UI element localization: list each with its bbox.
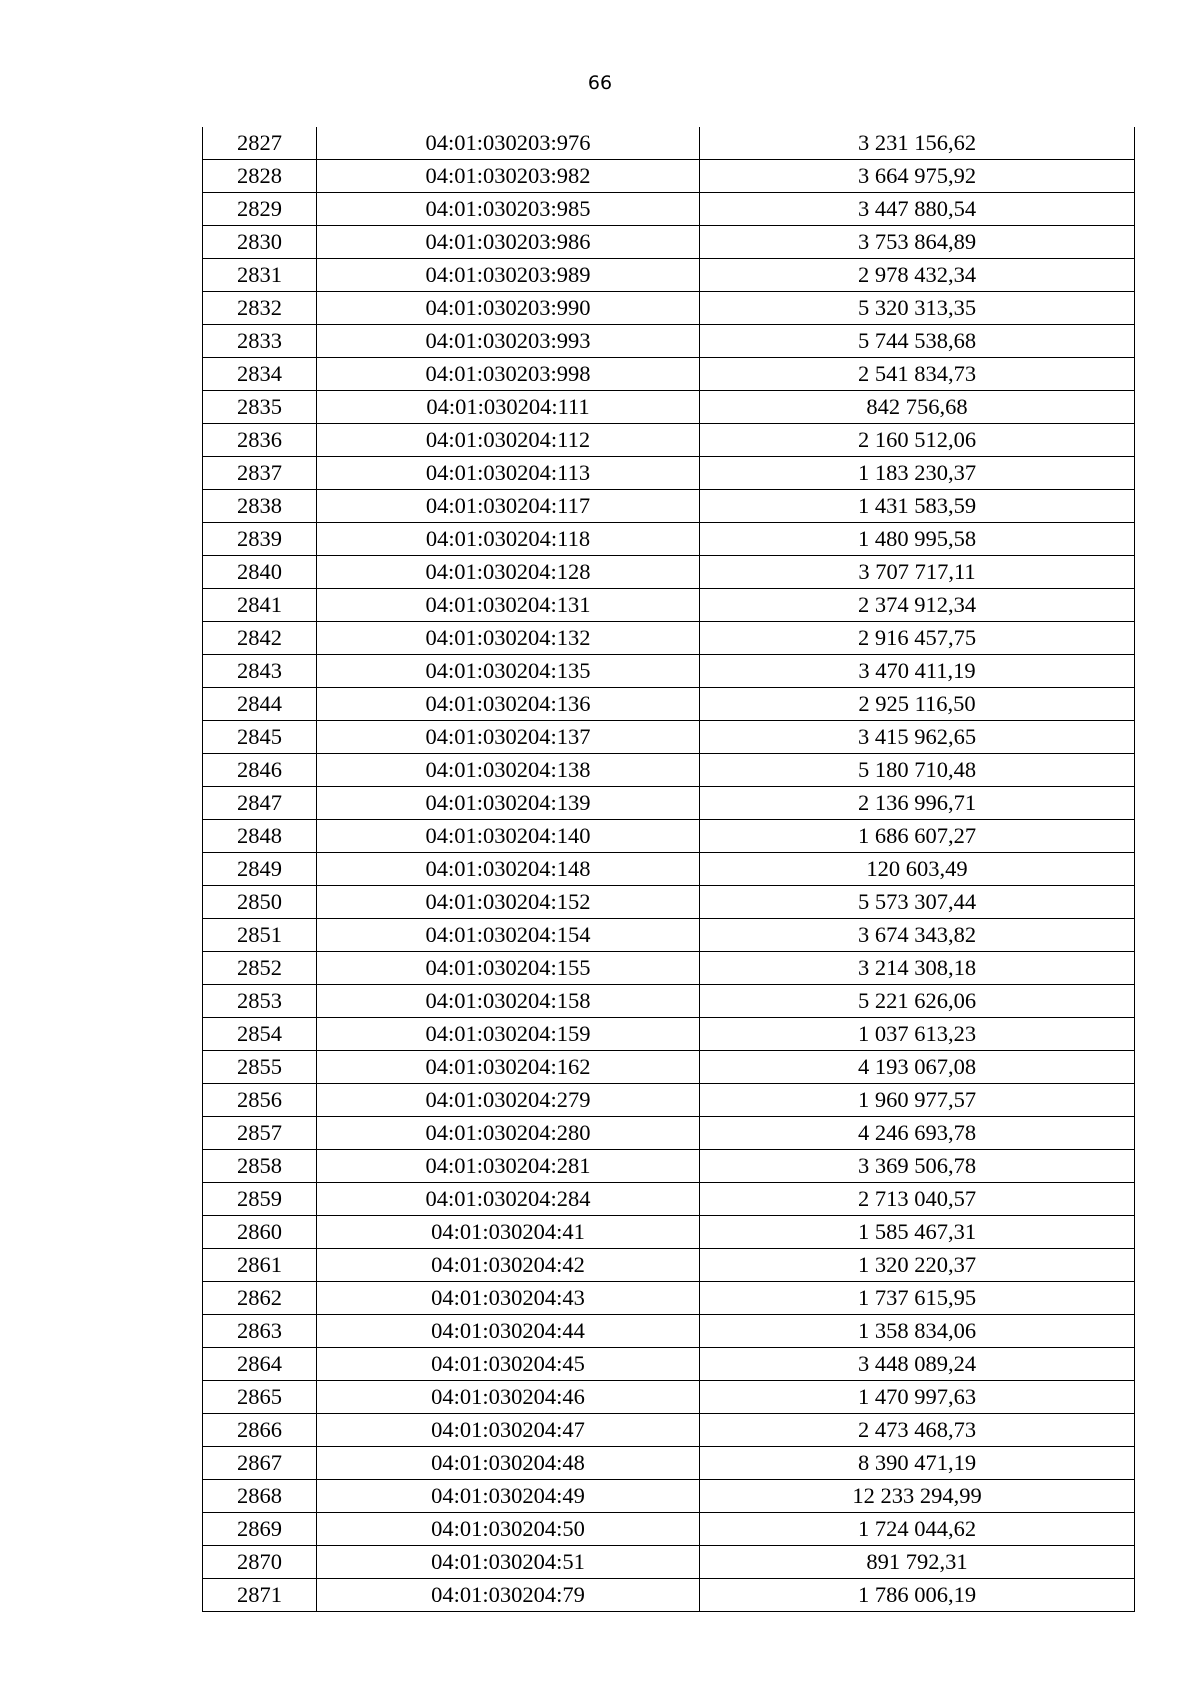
row-number-cell: 2832 bbox=[203, 292, 317, 325]
table-row bbox=[203, 688, 1135, 721]
cadastral-value-cell: 4 246 693,78 bbox=[700, 1117, 1135, 1150]
cadastral-value-cell: 1 037 613,23 bbox=[700, 1018, 1135, 1051]
table-row bbox=[203, 490, 1135, 523]
table-row bbox=[203, 1315, 1135, 1348]
cadastral-number-cell: 04:01:030204:118 bbox=[317, 523, 700, 556]
table-row bbox=[203, 919, 1135, 952]
table-row bbox=[203, 820, 1135, 853]
table-row bbox=[203, 259, 1135, 292]
table-row bbox=[203, 1579, 1135, 1612]
row-number-cell: 2830 bbox=[203, 226, 317, 259]
row-number-cell: 2853 bbox=[203, 985, 317, 1018]
cadastral-value-cell: 1 724 044,62 bbox=[700, 1513, 1135, 1546]
table-row bbox=[203, 1051, 1135, 1084]
row-number-cell: 2859 bbox=[203, 1183, 317, 1216]
table-row bbox=[203, 1084, 1135, 1117]
cadastral-value-cell: 3 470 411,19 bbox=[700, 655, 1135, 688]
cadastral-number-cell: 04:01:030204:158 bbox=[317, 985, 700, 1018]
table-row bbox=[203, 523, 1135, 556]
cadastral-number-cell: 04:01:030204:131 bbox=[317, 589, 700, 622]
cadastral-number-cell: 04:01:030204:138 bbox=[317, 754, 700, 787]
cadastral-value-cell: 1 786 006,19 bbox=[700, 1579, 1135, 1612]
row-number-cell: 2858 bbox=[203, 1150, 317, 1183]
cadastral-number-cell: 04:01:030203:993 bbox=[317, 325, 700, 358]
row-number-cell: 2864 bbox=[203, 1348, 317, 1381]
row-number-cell: 2862 bbox=[203, 1282, 317, 1315]
row-number-cell: 2828 bbox=[203, 160, 317, 193]
cadastral-value-cell: 5 221 626,06 bbox=[700, 985, 1135, 1018]
cadastral-number-cell: 04:01:030204:46 bbox=[317, 1381, 700, 1414]
row-number-cell: 2829 bbox=[203, 193, 317, 226]
cadastral-value-cell: 3 415 962,65 bbox=[700, 721, 1135, 754]
table-row bbox=[203, 1216, 1135, 1249]
table-row bbox=[203, 457, 1135, 490]
cadastral-value-cell: 2 916 457,75 bbox=[700, 622, 1135, 655]
table-row bbox=[203, 622, 1135, 655]
cadastral-number-cell: 04:01:030204:41 bbox=[317, 1216, 700, 1249]
table-row bbox=[203, 1414, 1135, 1447]
table-row bbox=[203, 1117, 1135, 1150]
cadastral-value-cell: 1 470 997,63 bbox=[700, 1381, 1135, 1414]
cadastral-number-cell: 04:01:030204:280 bbox=[317, 1117, 700, 1150]
table-row bbox=[203, 655, 1135, 688]
cadastral-number-cell: 04:01:030204:159 bbox=[317, 1018, 700, 1051]
cadastral-number-cell: 04:01:030204:137 bbox=[317, 721, 700, 754]
cadastral-number-cell: 04:01:030204:140 bbox=[317, 820, 700, 853]
table-row bbox=[203, 1381, 1135, 1414]
cadastral-number-cell: 04:01:030204:113 bbox=[317, 457, 700, 490]
row-number-cell: 2848 bbox=[203, 820, 317, 853]
cadastral-number-cell: 04:01:030203:985 bbox=[317, 193, 700, 226]
cadastral-value-cell: 3 707 717,11 bbox=[700, 556, 1135, 589]
cadastral-value-cell: 2 925 116,50 bbox=[700, 688, 1135, 721]
cadastral-number-cell: 04:01:030204:135 bbox=[317, 655, 700, 688]
table-row bbox=[203, 721, 1135, 754]
cadastral-value-cell: 2 473 468,73 bbox=[700, 1414, 1135, 1447]
row-number-cell: 2831 bbox=[203, 259, 317, 292]
table-row bbox=[203, 127, 1135, 160]
page-number: 66 bbox=[587, 72, 613, 94]
cadastral-number-cell: 04:01:030204:281 bbox=[317, 1150, 700, 1183]
cadastral-value-cell: 1 320 220,37 bbox=[700, 1249, 1135, 1282]
cadastral-value-cell: 1 431 583,59 bbox=[700, 490, 1135, 523]
cadastral-number-cell: 04:01:030204:148 bbox=[317, 853, 700, 886]
cadastral-number-cell: 04:01:030204:45 bbox=[317, 1348, 700, 1381]
cadastral-number-cell: 04:01:030204:79 bbox=[317, 1579, 700, 1612]
cadastral-number-cell: 04:01:030204:154 bbox=[317, 919, 700, 952]
row-number-cell: 2868 bbox=[203, 1480, 317, 1513]
row-number-cell: 2866 bbox=[203, 1414, 317, 1447]
cadastral-number-cell: 04:01:030204:43 bbox=[317, 1282, 700, 1315]
row-number-cell: 2833 bbox=[203, 325, 317, 358]
cadastral-value-cell: 5 744 538,68 bbox=[700, 325, 1135, 358]
row-number-cell: 2871 bbox=[203, 1579, 317, 1612]
table-row bbox=[203, 325, 1135, 358]
row-number-cell: 2855 bbox=[203, 1051, 317, 1084]
cadastral-value-cell: 3 753 864,89 bbox=[700, 226, 1135, 259]
row-number-cell: 2870 bbox=[203, 1546, 317, 1579]
cadastral-number-cell: 04:01:030204:48 bbox=[317, 1447, 700, 1480]
cadastral-value-cell: 3 231 156,62 bbox=[700, 127, 1135, 160]
cadastral-number-cell: 04:01:030204:47 bbox=[317, 1414, 700, 1447]
table-row bbox=[203, 1249, 1135, 1282]
cadastral-value-cell: 120 603,49 bbox=[700, 853, 1135, 886]
cadastral-value-cell: 2 136 996,71 bbox=[700, 787, 1135, 820]
table-row bbox=[203, 754, 1135, 787]
row-number-cell: 2850 bbox=[203, 886, 317, 919]
cadastral-number-cell: 04:01:030204:139 bbox=[317, 787, 700, 820]
cadastral-value-cell: 5 320 313,35 bbox=[700, 292, 1135, 325]
cadastral-number-cell: 04:01:030204:162 bbox=[317, 1051, 700, 1084]
row-number-cell: 2865 bbox=[203, 1381, 317, 1414]
cadastral-value-cell: 3 447 880,54 bbox=[700, 193, 1135, 226]
table-row bbox=[203, 1513, 1135, 1546]
row-number-cell: 2856 bbox=[203, 1084, 317, 1117]
cadastral-number-cell: 04:01:030204:279 bbox=[317, 1084, 700, 1117]
cadastral-value-cell: 1 183 230,37 bbox=[700, 457, 1135, 490]
row-number-cell: 2854 bbox=[203, 1018, 317, 1051]
row-number-cell: 2827 bbox=[203, 127, 317, 160]
table-row bbox=[203, 292, 1135, 325]
table-row bbox=[203, 1282, 1135, 1315]
cadastral-number-cell: 04:01:030203:976 bbox=[317, 127, 700, 160]
cadastral-value-cell: 5 180 710,48 bbox=[700, 754, 1135, 787]
row-number-cell: 2846 bbox=[203, 754, 317, 787]
row-number-cell: 2841 bbox=[203, 589, 317, 622]
cadastral-number-cell: 04:01:030203:982 bbox=[317, 160, 700, 193]
cadastral-value-cell: 2 160 512,06 bbox=[700, 424, 1135, 457]
cadastral-number-cell: 04:01:030203:998 bbox=[317, 358, 700, 391]
cadastral-number-cell: 04:01:030204:42 bbox=[317, 1249, 700, 1282]
table-row bbox=[203, 1480, 1135, 1513]
table-row bbox=[203, 985, 1135, 1018]
cadastral-value-cell: 4 193 067,08 bbox=[700, 1051, 1135, 1084]
cadastral-number-cell: 04:01:030204:117 bbox=[317, 490, 700, 523]
table-row bbox=[203, 1150, 1135, 1183]
row-number-cell: 2842 bbox=[203, 622, 317, 655]
cadastral-value-cell: 1 480 995,58 bbox=[700, 523, 1135, 556]
table-row bbox=[203, 1018, 1135, 1051]
cadastral-number-cell: 04:01:030204:44 bbox=[317, 1315, 700, 1348]
table-row bbox=[203, 589, 1135, 622]
table-row bbox=[203, 952, 1135, 985]
cadastral-number-cell: 04:01:030203:986 bbox=[317, 226, 700, 259]
table-row bbox=[203, 193, 1135, 226]
row-number-cell: 2867 bbox=[203, 1447, 317, 1480]
row-number-cell: 2857 bbox=[203, 1117, 317, 1150]
table-row bbox=[203, 160, 1135, 193]
cadastral-value-cell: 1 686 607,27 bbox=[700, 820, 1135, 853]
cadastral-value-cell: 3 214 308,18 bbox=[700, 952, 1135, 985]
table-row bbox=[203, 358, 1135, 391]
row-number-cell: 2863 bbox=[203, 1315, 317, 1348]
row-number-cell: 2834 bbox=[203, 358, 317, 391]
row-number-cell: 2844 bbox=[203, 688, 317, 721]
table-body bbox=[203, 127, 1135, 1612]
table-row bbox=[203, 1447, 1135, 1480]
row-number-cell: 2861 bbox=[203, 1249, 317, 1282]
table-row bbox=[203, 424, 1135, 457]
cadastral-value-cell: 3 448 089,24 bbox=[700, 1348, 1135, 1381]
cadastral-value-table bbox=[202, 127, 1135, 1612]
cadastral-number-cell: 04:01:030204:51 bbox=[317, 1546, 700, 1579]
table-row bbox=[203, 1546, 1135, 1579]
cadastral-number-cell: 04:01:030204:152 bbox=[317, 886, 700, 919]
row-number-cell: 2852 bbox=[203, 952, 317, 985]
cadastral-number-cell: 04:01:030204:49 bbox=[317, 1480, 700, 1513]
cadastral-number-cell: 04:01:030203:990 bbox=[317, 292, 700, 325]
row-number-cell: 2837 bbox=[203, 457, 317, 490]
cadastral-value-cell: 1 737 615,95 bbox=[700, 1282, 1135, 1315]
table-row bbox=[203, 391, 1135, 424]
table-row bbox=[203, 226, 1135, 259]
cadastral-number-cell: 04:01:030204:155 bbox=[317, 952, 700, 985]
cadastral-number-cell: 04:01:030204:132 bbox=[317, 622, 700, 655]
row-number-cell: 2847 bbox=[203, 787, 317, 820]
cadastral-value-cell: 1 585 467,31 bbox=[700, 1216, 1135, 1249]
row-number-cell: 2840 bbox=[203, 556, 317, 589]
row-number-cell: 2836 bbox=[203, 424, 317, 457]
cadastral-number-cell: 04:01:030204:284 bbox=[317, 1183, 700, 1216]
cadastral-value-cell: 3 674 343,82 bbox=[700, 919, 1135, 952]
table-row bbox=[203, 556, 1135, 589]
row-number-cell: 2869 bbox=[203, 1513, 317, 1546]
row-number-cell: 2835 bbox=[203, 391, 317, 424]
cadastral-number-cell: 04:01:030203:989 bbox=[317, 259, 700, 292]
cadastral-value-cell: 1 960 977,57 bbox=[700, 1084, 1135, 1117]
cadastral-value-cell: 2 713 040,57 bbox=[700, 1183, 1135, 1216]
cadastral-value-cell: 2 374 912,34 bbox=[700, 589, 1135, 622]
table-row bbox=[203, 886, 1135, 919]
cadastral-value-cell: 891 792,31 bbox=[700, 1546, 1135, 1579]
cadastral-number-cell: 04:01:030204:111 bbox=[317, 391, 700, 424]
cadastral-value-cell: 5 573 307,44 bbox=[700, 886, 1135, 919]
cadastral-number-cell: 04:01:030204:112 bbox=[317, 424, 700, 457]
cadastral-number-cell: 04:01:030204:128 bbox=[317, 556, 700, 589]
cadastral-number-cell: 04:01:030204:50 bbox=[317, 1513, 700, 1546]
cadastral-value-cell: 12 233 294,99 bbox=[700, 1480, 1135, 1513]
cadastral-number-cell: 04:01:030204:136 bbox=[317, 688, 700, 721]
row-number-cell: 2849 bbox=[203, 853, 317, 886]
row-number-cell: 2839 bbox=[203, 523, 317, 556]
cadastral-value-cell: 2 978 432,34 bbox=[700, 259, 1135, 292]
table-row bbox=[203, 1183, 1135, 1216]
cadastral-value-cell: 1 358 834,06 bbox=[700, 1315, 1135, 1348]
cadastral-value-cell: 842 756,68 bbox=[700, 391, 1135, 424]
table-row bbox=[203, 1348, 1135, 1381]
cadastral-value-cell: 3 369 506,78 bbox=[700, 1150, 1135, 1183]
cadastral-value-cell: 2 541 834,73 bbox=[700, 358, 1135, 391]
table-row bbox=[203, 853, 1135, 886]
cadastral-value-cell: 3 664 975,92 bbox=[700, 160, 1135, 193]
row-number-cell: 2860 bbox=[203, 1216, 317, 1249]
row-number-cell: 2838 bbox=[203, 490, 317, 523]
row-number-cell: 2845 bbox=[203, 721, 317, 754]
cadastral-value-cell: 8 390 471,19 bbox=[700, 1447, 1135, 1480]
row-number-cell: 2851 bbox=[203, 919, 317, 952]
row-number-cell: 2843 bbox=[203, 655, 317, 688]
table-row bbox=[203, 787, 1135, 820]
